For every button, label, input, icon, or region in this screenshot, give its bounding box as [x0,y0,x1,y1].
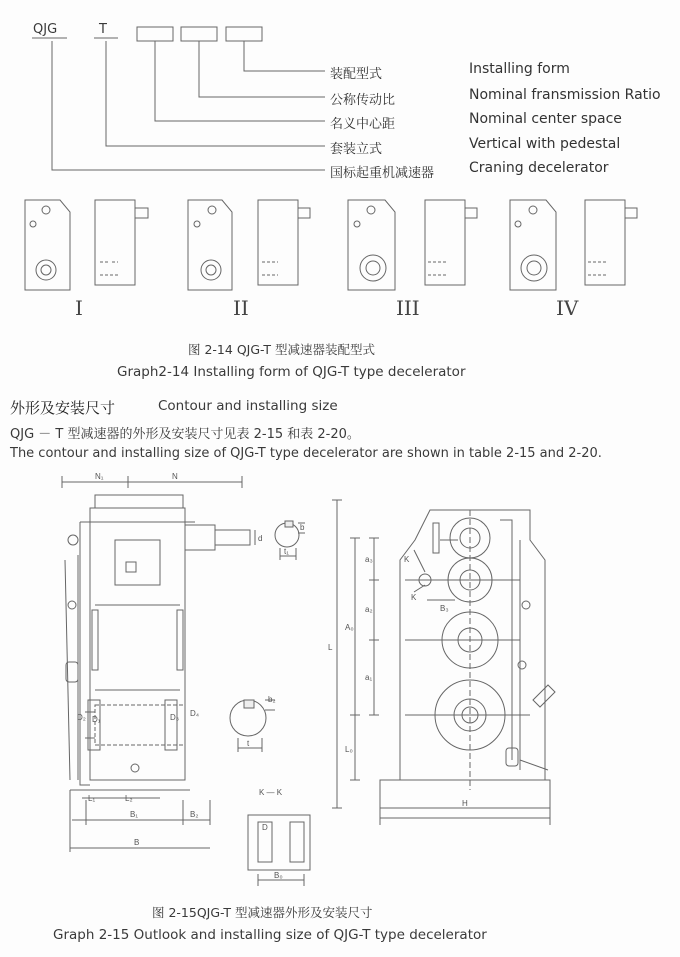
dimension-labels [77,472,468,880]
caption2-cn: 图 2-15QJG-T 型减速器外形及安装尺寸 [152,905,373,920]
form-label-4: IV [556,296,579,320]
form-label-3: III [396,296,420,320]
dim-L: L [328,643,333,652]
caption1-cn: 图 2-14 QJG-T 型减速器装配型式 [188,342,375,357]
dim-H: H [462,799,468,808]
dim-k-top: K [404,555,410,564]
dim-B: B [134,838,140,847]
dim-b2s: b₂ [268,695,276,704]
dim-n: N [172,472,178,481]
code-type-letter: T [99,22,107,37]
dim-B1: B₁ [130,810,139,819]
section-para-cn: QJG － T 型减速器的外形及安装尺寸见表 2-15 和表 2-20。 [10,427,360,442]
section-title-en: Contour and installing size [158,398,338,414]
shaft-section-mid [230,700,275,752]
dim-n1: N₁ [95,472,104,481]
dim-d2: D₂ [77,713,86,722]
installing-form-4 [510,200,637,290]
dim-L0: L₀ [345,745,353,754]
code-box-2 [181,27,217,41]
dim-d4: D₄ [190,709,200,718]
dim-d3: D₃ [170,713,180,722]
dim-b: b [300,523,305,532]
dim-B0: B₀ [274,871,283,880]
legend-en-1: Nominal fransmission Ratio [469,87,661,103]
dim-l1: L₁ [88,794,96,803]
dim-t1: t₁ [284,547,289,556]
legend-cn-0: 装配型式 [330,67,383,82]
section-title-cn: 外形及安装尺寸 [10,399,116,417]
legend-en-0: Installing form [469,61,570,77]
dim-kk: K — K [259,788,283,797]
dim-d1: D₁ [92,715,101,724]
dim-l2: L₂ [125,794,133,803]
caption2-en: Graph 2-15 Outlook and installing size of QJG-T type decelerator [53,927,487,943]
caption1-en: Graph2-14 Installing form of QJG-T type decelerator [117,364,466,380]
front-view-drawing [332,500,555,825]
code-box-1 [137,27,173,41]
code-breakdown [32,27,325,170]
legend-cn-2: 名义中心距 [330,117,396,132]
legend-cn-4: 国标起重机减速器 [330,166,435,181]
legend-cn-3: 套装立式 [330,142,383,157]
legend-en-2: Nominal center space [469,111,622,127]
dim-d: d [258,534,263,543]
code-prefix: QJG [33,22,58,37]
dim-t: t [247,739,250,748]
dim-a3: a₃ [365,555,373,564]
legend-en-4: Craning decelerator [469,160,609,176]
dim-k-bottom: K [411,593,417,602]
form-label-1: I [75,296,83,320]
installing-form-3 [348,200,477,290]
section-para-en: The contour and installing size of QJG-T type decelerator are shown in table 2-15 and 2-20. [10,446,602,461]
form-label-2: II [233,296,249,320]
installing-form-2 [188,200,310,290]
installing-form-1 [25,200,148,290]
dim-a1: a₁ [365,673,373,682]
legend-en-3: Vertical with pedestal [469,136,621,152]
dim-b3: B₃ [440,604,449,613]
dim-D: D [262,823,268,832]
code-box-3 [226,27,262,41]
dim-B2: B₂ [190,810,199,819]
dim-a0: A₀ [345,623,354,632]
dim-a2: a₂ [365,605,373,614]
legend-cn-1: 公称传动比 [330,93,396,108]
